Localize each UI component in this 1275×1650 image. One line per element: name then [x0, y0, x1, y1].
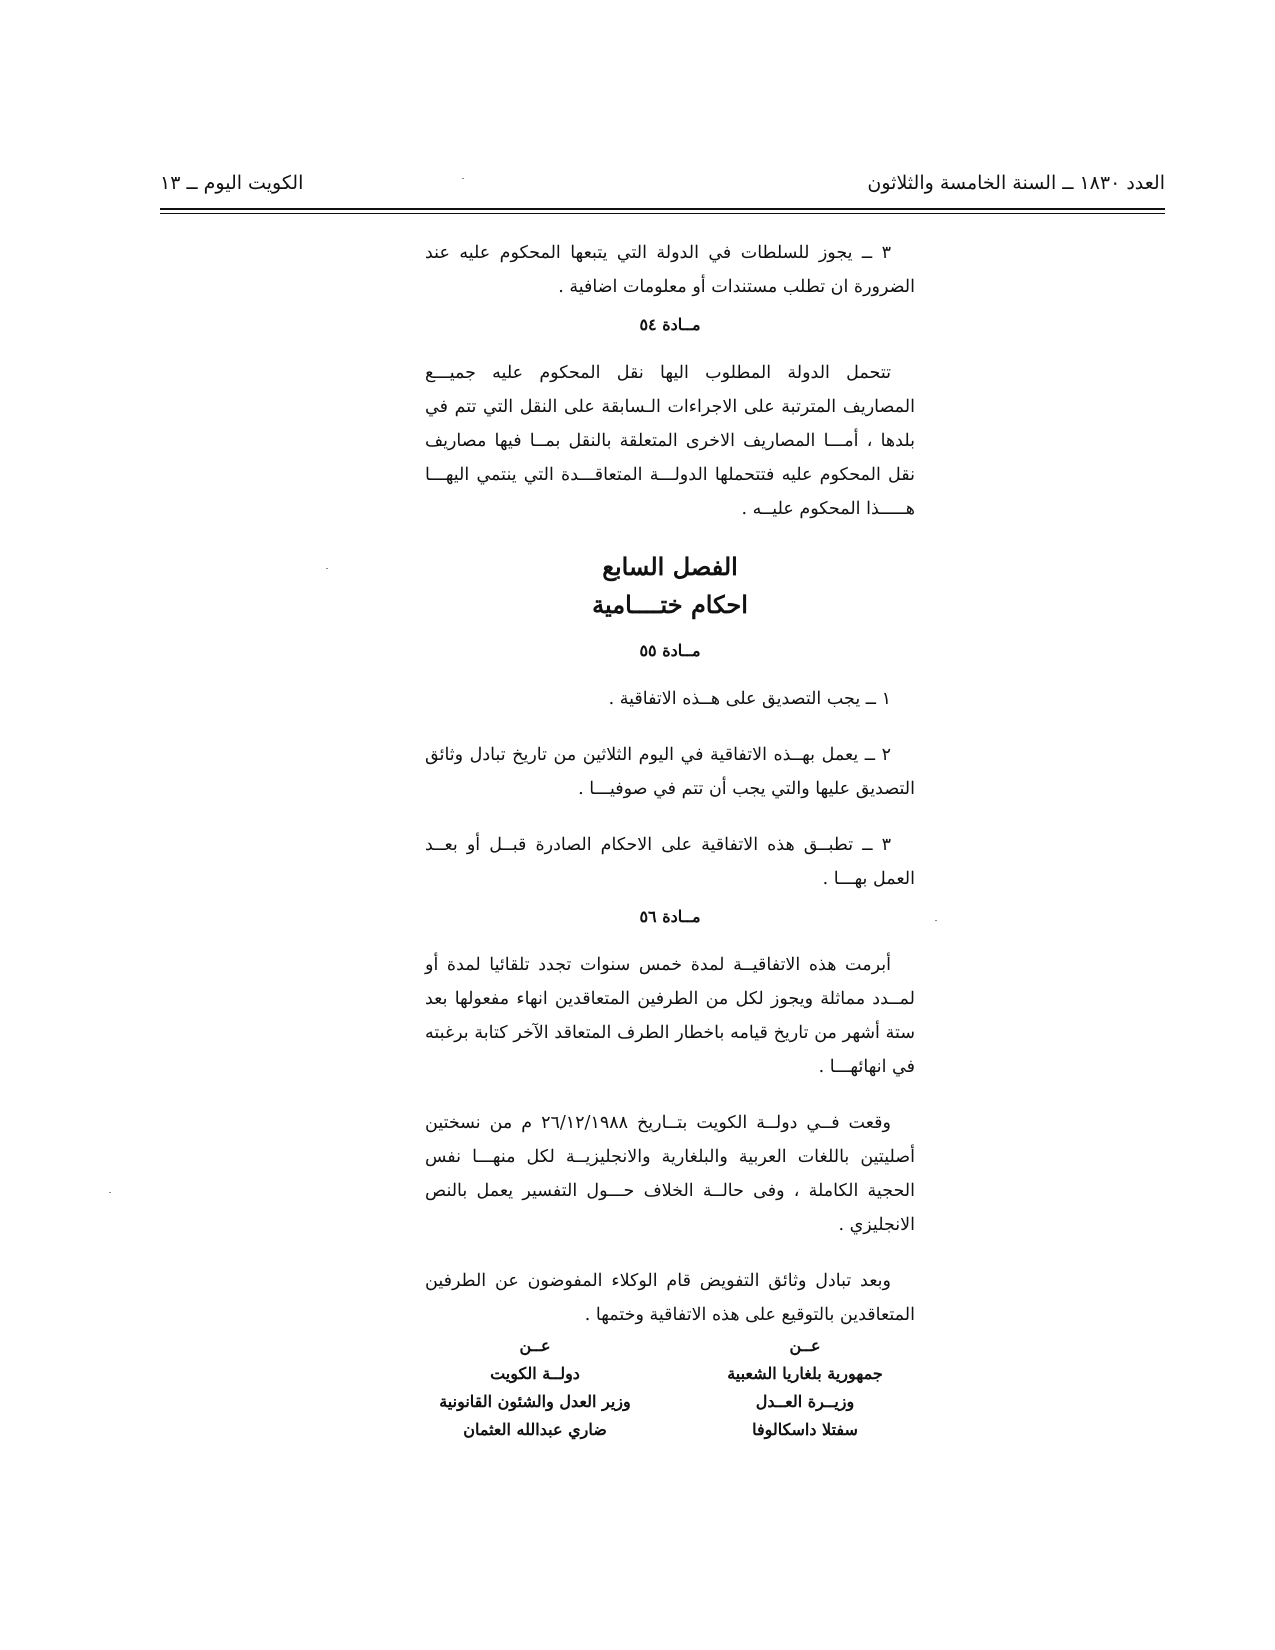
- signature-block: [420, 1332, 920, 1442]
- authorization-statement: وبعد تبادل وثائق التفويض قام الوكلاء المفوضون عن الطرفين المتعاقدين بالتوقيع على هذه الاتفاقية وختمها .: [425, 1271, 915, 1325]
- on-behalf-label: عــن: [789, 1336, 821, 1355]
- article-55-title: مــادة ٥٥: [639, 641, 701, 660]
- signatory-state: جمهورية بلغاريا الشعبية: [727, 1364, 883, 1383]
- publication-page: الكويت اليوم ــ ١٣: [160, 172, 304, 194]
- page-header: [160, 170, 1165, 206]
- article-55-item-1: ١ ــ يجب التصديق على هــذه الاتفاقية .: [608, 689, 891, 709]
- signature-kuwait: [420, 1332, 650, 1444]
- scan-speck: [326, 568, 328, 569]
- signatory-name: ضاري عبدالله العثمان: [463, 1420, 607, 1439]
- signing-statement: وقعت فــي دولــة الكويت بتــاريخ ٢٦/١٢/١٩٨٨ م من نسختين أصليتين باللغات العربية والبلغارية والانجليزيــة لكل منهـــا نفس الحجية الكاملة ، وفى حالــة الخلاف حـــول التفسير يعمل بالنص الانجليزي .: [425, 1113, 915, 1235]
- scan-speck: [462, 178, 464, 179]
- header-rule-thin: [160, 213, 1165, 214]
- article-54-title: مــادة ٥٤: [639, 315, 701, 334]
- chapter-subtitle: احكام ختــــامية: [592, 590, 748, 619]
- signatory-name: سفتلا داسكالوفا: [752, 1420, 858, 1439]
- article-54-text: تتحمل الدولة المطلوب اليها نقل المحكوم عليه جميـــع المصاريف المترتبة على الاجراءات الـسابقة على النقل التي تتم في بلدها ، أمـــا المصاريف الاخرى المتعلقة بالنقل بمــا فيها مصاريف نقل المحكوم عليه فتتحملها الدولـــة المتعاقـــدة التي ينتمي اليهـــا هـــــذا المحكوم عليــه .: [425, 363, 915, 519]
- signatory-state: دولــة الكويت: [490, 1364, 580, 1383]
- issue-info: العدد ١٨٣٠ ــ السنة الخامسة والثلاثون: [867, 172, 1165, 194]
- previous-article-item-3: ٣ ــ يجوز للسلطات في الدولة التي يتبعها المحكوم عليه عند الضرورة ان تطلب مستندات أو معلومات اضافية .: [425, 243, 915, 297]
- on-behalf-label: عــن: [519, 1336, 551, 1355]
- document-body: [425, 236, 915, 1332]
- signatory-title: وزير العدل والشئون القانونية: [439, 1392, 631, 1411]
- article-56-text: أبرمت هذه الاتفاقيــة لمدة خمس سنوات تجدد تلقائيا لمدة أو لمــدد مماثلة ويجوز لكل من الطرفين المتعاقدين انهاء مفعولها بعد ستة أشهر من تاريخ قيامه باخطار الطرف المتعاقد الآخر كتابة برغبته في انهائهـــا .: [425, 955, 915, 1077]
- chapter-title: الفصل السابع: [602, 552, 738, 581]
- article-55-item-2: ٢ ــ يعمل بهــذه الاتفاقية في اليوم الثلاثين من تاريخ تبادل وثائق التصديق عليها والتي يجب أن تتم في صوفيـــا .: [425, 745, 915, 799]
- article-55-item-3: ٣ ــ تطبــق هذه الاتفاقية على الاحكام الصادرة قبــل أو بعــد العمل بهـــا .: [425, 835, 915, 889]
- header-rule-thick: [160, 208, 1165, 210]
- signature-bulgaria: [690, 1332, 920, 1444]
- article-56-title: مــادة ٥٦: [639, 907, 701, 926]
- scan-speck: [935, 920, 937, 921]
- signatory-title: وزيــرة العــدل: [755, 1392, 855, 1411]
- scan-speck: [109, 1192, 111, 1193]
